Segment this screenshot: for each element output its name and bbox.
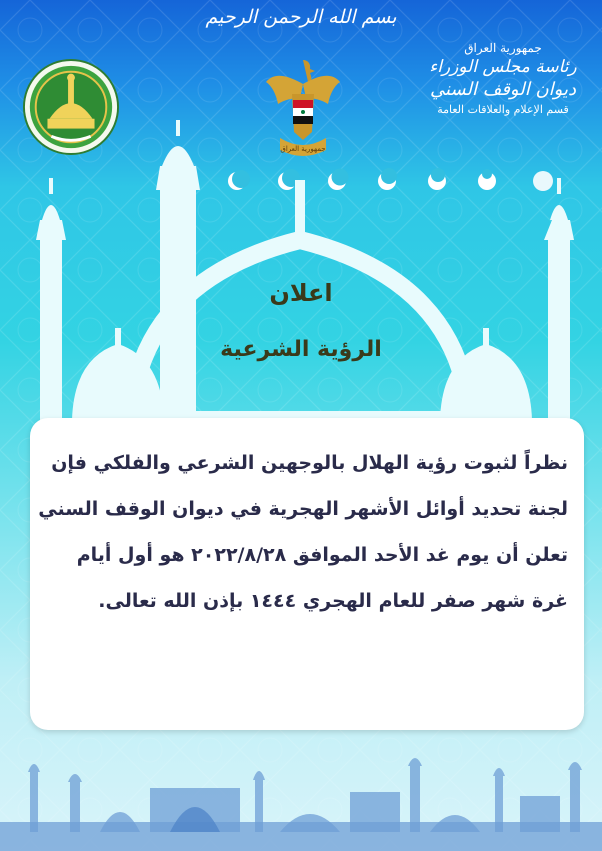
announcement-line: غرة شهر صفر للعام الهجري ١٤٤٤ بإذن الله تعالى. (98, 590, 568, 612)
page-title: اعلان (269, 279, 333, 307)
emblem-label: جمهورية العراق (280, 145, 326, 153)
ministry-heading (428, 40, 578, 118)
ministry-line-country: جمهورية العراق (464, 41, 542, 55)
city-skyline (0, 752, 602, 851)
page-subtitle: الرؤية الشرعية (220, 337, 382, 362)
ministry-line-presidency: رئاسة مجلس الوزراء (429, 57, 577, 77)
announcement-line: تعلن أن يوم غد الأحد الموافق ٢٠٢٢/٨/٢٨ هو أول أيام (76, 544, 568, 566)
announcement-body (38, 440, 568, 624)
ministry-line-diwan: ديوان الوقف السني (430, 79, 576, 100)
announcement-line: نظراً لثبوت رؤية الهلال بالوجهين الشرعي والفلكي فإن (51, 452, 568, 474)
basmala-calligraphy: بسم الله الرحمن الرحيم (205, 6, 397, 28)
ministry-line-department: قسم الإعلام والعلاقات العامة (437, 103, 569, 116)
announcement-line: لجنة تحديد أوائل الأشهر الهجرية في ديوان الوقف السني (38, 498, 568, 520)
